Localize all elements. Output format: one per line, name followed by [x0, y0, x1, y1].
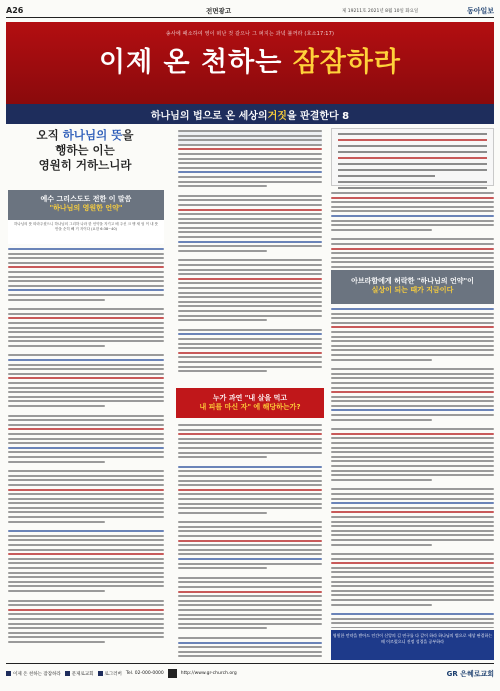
strip-emphasis: 거짓 — [267, 110, 287, 122]
question-box-line1: 누가 과연 "내 살을 먹고 — [212, 394, 288, 402]
footer-item-2-label: 문제로교회 — [71, 671, 94, 677]
subheadline-strip — [6, 104, 494, 124]
covenant-note-text: 하나님의 뜻 따라주셨으니 하나님의 그리하 나라 한 언약을 지키고 배 주신 크 맹 새 엄 이 내 뜻 만을 순히 빼 거 지이다 (요한 6:38~40) — [14, 222, 159, 231]
abraham-box-line1: 아브라함에게 허락한 "하나님의 언약"이 — [351, 277, 474, 285]
left-title-accent: 하나님의 뜻 — [62, 128, 123, 142]
closing-notice-text: 영원한 언약을 받아드 인간이 신앙의 길 연구를 다 같이 하라 하나님의 법으로 세상 판결하는 때 이르렀으니 진정 성경을 공부하라 — [332, 633, 493, 644]
left-article-text — [8, 248, 164, 658]
right-quote-box — [331, 128, 494, 186]
headline-banner — [6, 22, 494, 104]
footer-item-1-label: 이제 온 천하는 잠잠하라 — [13, 671, 61, 677]
abraham-box-line2: 실상이 되는 때가 지금이다 — [371, 286, 454, 294]
page-header — [6, 4, 494, 18]
qr-code-icon[interactable] — [168, 669, 177, 678]
page-footer — [6, 663, 494, 683]
center-article-bottom — [178, 424, 322, 658]
question-box-line2: 내 피를 마신 자" 에 해당하는가? — [199, 403, 301, 411]
left-title-line2: 행하는 이는 — [55, 143, 115, 157]
covenant-box — [8, 190, 164, 220]
page-number: A26 — [6, 6, 24, 15]
issue-date: 제 19211호 2021년 8월 10일 화요일 — [342, 8, 419, 14]
book-icon — [65, 671, 70, 676]
left-column-title — [6, 128, 164, 188]
center-article-top — [178, 130, 322, 386]
left-title-prefix: 오직 — [36, 128, 63, 142]
banner-title-highlight: 잠잠하라 — [292, 47, 402, 78]
footer-item-3[interactable] — [98, 671, 122, 677]
closing-notice — [331, 630, 494, 660]
covenant-note — [8, 220, 164, 244]
abraham-box — [331, 270, 494, 304]
right-article-top — [331, 192, 494, 268]
section-label: 전면광고 — [206, 7, 232, 15]
left-title-line3: 영원히 거하느니라 — [38, 158, 132, 172]
church-logo: GR 은혜로교회 — [446, 669, 494, 678]
footer-item-1[interactable] — [6, 671, 61, 677]
banner-title-prefix: 이제 온 천하는 — [98, 47, 293, 78]
footer-item-3-label: 로그러버 — [104, 671, 122, 677]
book-icon — [98, 671, 103, 676]
footer-website[interactable]: http://www.gr-church.org — [180, 671, 237, 676]
book-icon — [6, 671, 11, 676]
banner-subtitle: 송사에 패소하여 영이 떠난 것 같으나 그 퍼지는 과녁 불꺼라 (호소17:17) — [165, 31, 335, 37]
footer-phone: Tel. 02-000-0000 — [125, 671, 164, 676]
banner-title — [6, 40, 494, 79]
left-title-suffix: 을 — [122, 128, 134, 142]
covenant-box-line1: 예수 그리스도도 전한 이 말씀 — [40, 195, 132, 203]
right-article-bottom — [331, 308, 494, 628]
footer-item-2[interactable] — [65, 671, 94, 677]
covenant-box-line2: "하나님의 영원한 언약" — [49, 204, 123, 212]
masthead: 동아일보 — [466, 6, 494, 15]
strip-prefix: 하나님의 법으로 온 세상의 — [150, 110, 268, 122]
strip-suffix: 을 판결한다 8 — [286, 110, 350, 122]
question-box — [176, 388, 324, 418]
